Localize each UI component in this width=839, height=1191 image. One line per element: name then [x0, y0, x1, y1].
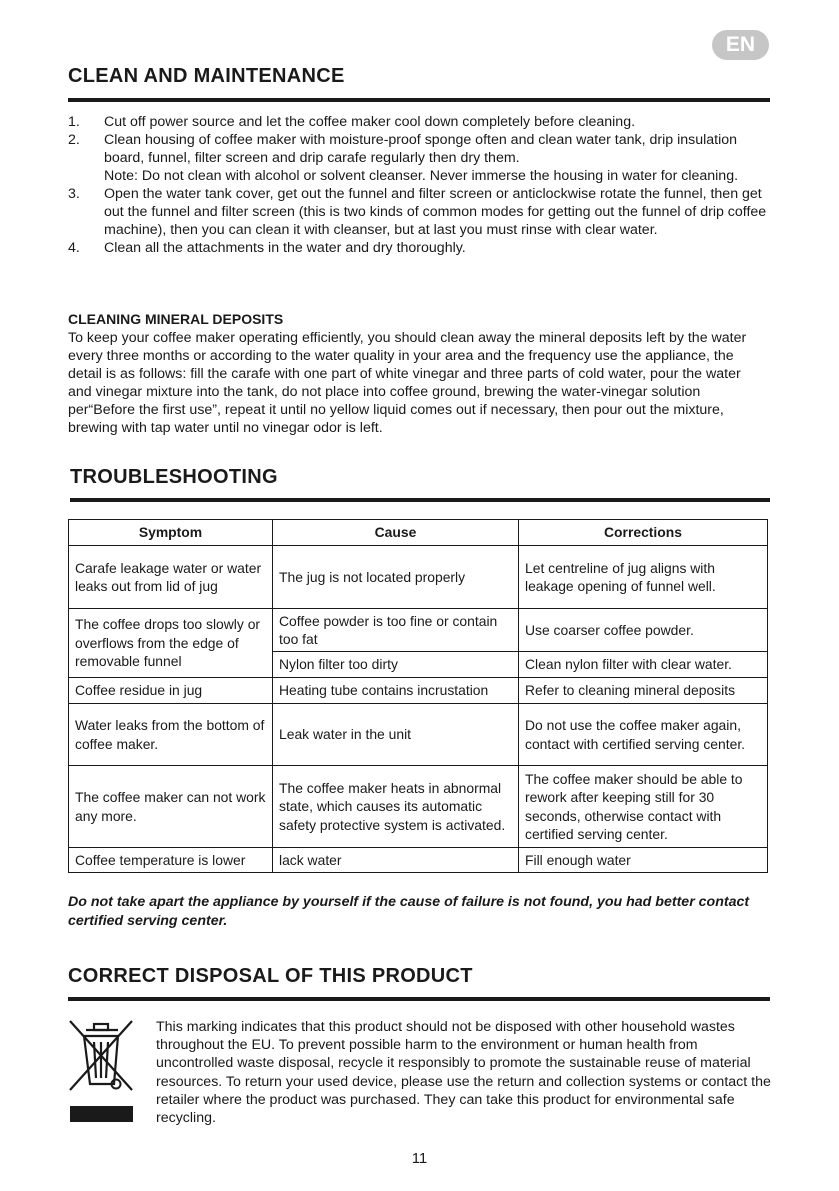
list-text: Cut off power source and let the coffee maker cool down completely before cleaning.: [104, 114, 636, 130]
symptom-cell: Carafe leakage water or water leaks out from lid of jug: [69, 546, 273, 609]
table-row: [69, 704, 768, 766]
column-header-corrections: Corrections: [519, 520, 768, 546]
mineral-deposits-heading: CLEANING MINERAL DEPOSITS: [68, 311, 284, 327]
cause-cell: Coffee powder is too fine or contain too fat: [273, 609, 519, 652]
page-number: 11: [411, 1150, 428, 1167]
list-note: Note: Do not clean with alcohol or solvent cleanser. Never immerse the housing in water for cleaning.: [104, 168, 739, 184]
list-number: 1.: [68, 114, 80, 130]
troubleshooting-title: TROUBLESHOOTING: [70, 466, 278, 488]
column-header-symptom: Symptom: [69, 520, 273, 546]
weee-crossed-bin-icon: [68, 1018, 134, 1124]
cleaning-steps-list: [68, 113, 768, 257]
symptom-cell: Water leaks from the bottom of coffee maker.: [69, 704, 273, 766]
cause-cell: Leak water in the unit: [273, 704, 519, 766]
correction-cell: The coffee maker should be able to rework after keeping still for 30 seconds, otherwise contact with certified serving center.: [519, 766, 768, 848]
troubleshooting-table: [68, 519, 768, 873]
table-row: [69, 678, 768, 704]
mineral-deposits-text: To keep your coffee maker operating efficiently, you should clean away the mineral deposits left by the water every three months or according to the water quality in your area and the frequency use the appliance, the detail is as follows: fill the carafe with one part of white vinegar and three parts of cold water, pour the water and vinegar mixture into the tank, do not place into coffee ground, brewing the water-vinegar solution per“Before the first use”, repeat it until no yellow liquid comes out if necessary, then pour out the mixture, brewing with tap water until no vinegar odor is left.: [68, 330, 747, 436]
warning-note: Do not take apart the appliance by yourself if the cause of failure is not found, you had better contact certified serving center.: [68, 894, 750, 929]
table-header-row: [69, 520, 768, 546]
symptom-cell: The coffee drops too slowly or overflows from the edge of removable funnel: [69, 609, 273, 678]
language-badge: EN: [712, 30, 769, 60]
correction-cell: Fill enough water: [519, 848, 768, 873]
title-rule: [70, 498, 770, 502]
list-text: Clean all the attachments in the water and dry thoroughly.: [104, 240, 466, 256]
list-item: [68, 185, 768, 239]
list-text: Open the water tank cover, get out the funnel and filter screen or anticlockwise rotate the funnel, then get out the funnel and filter screen (this is two kinds of common modes for getting out the funnel of drip coffee machine), then you can clean it with cleanser, but at last you must rinse with clear water.: [104, 186, 767, 238]
clean-maintenance-title: CLEAN AND MAINTENANCE: [68, 65, 345, 87]
symptom-cell: Coffee temperature is lower: [69, 848, 273, 873]
table-row: [69, 609, 768, 652]
list-number: 4.: [68, 240, 80, 256]
symptom-cell: The coffee maker can not work any more.: [69, 766, 273, 848]
column-header-cause: Cause: [273, 520, 519, 546]
title-rule: [68, 997, 770, 1001]
correction-cell: Clean nylon filter with clear water.: [519, 652, 768, 678]
list-text: Clean housing of coffee maker with moisture-proof sponge often and clean water tank, drip insulation board, funnel, filter screen and drip carafe regularly then dry them.: [104, 132, 738, 166]
cause-cell: Heating tube contains incrustation: [273, 678, 519, 704]
table-row: [69, 848, 768, 873]
cause-cell: Nylon filter too dirty: [273, 652, 519, 678]
correction-cell: Refer to cleaning mineral deposits: [519, 678, 768, 704]
cause-cell: The coffee maker heats in abnormal state, which causes its automatic safety protective system is activated.: [273, 766, 519, 848]
correction-cell: Use coarser coffee powder.: [519, 609, 768, 652]
list-item: [68, 113, 768, 131]
table-row: [69, 546, 768, 609]
cause-cell: The jug is not located properly: [273, 546, 519, 609]
disposal-text: This marking indicates that this product should not be disposed with other household wastes throughout the EU. To prevent possible harm to the environment or human health from uncontrolled waste disposal, recycle it responsibly to promote the sustainable reuse of material resources. To return your used device, please use the return and collection systems or contact the retailer where the product was purchased. They can take this product for environmental safe recycling.: [156, 1019, 771, 1127]
disposal-title: CORRECT DISPOSAL OF THIS PRODUCT: [68, 965, 473, 987]
table-row: [69, 766, 768, 848]
correction-cell: Do not use the coffee maker again, contact with certified serving center.: [519, 704, 768, 766]
correction-cell: Let centreline of jug aligns with leakage opening of funnel well.: [519, 546, 768, 609]
list-number: 2.: [68, 132, 80, 148]
symptom-cell: Coffee residue in jug: [69, 678, 273, 704]
title-rule: [68, 98, 770, 102]
list-item: [68, 131, 768, 185]
list-number: 3.: [68, 186, 80, 202]
list-item: [68, 239, 768, 257]
cause-cell: lack water: [273, 848, 519, 873]
